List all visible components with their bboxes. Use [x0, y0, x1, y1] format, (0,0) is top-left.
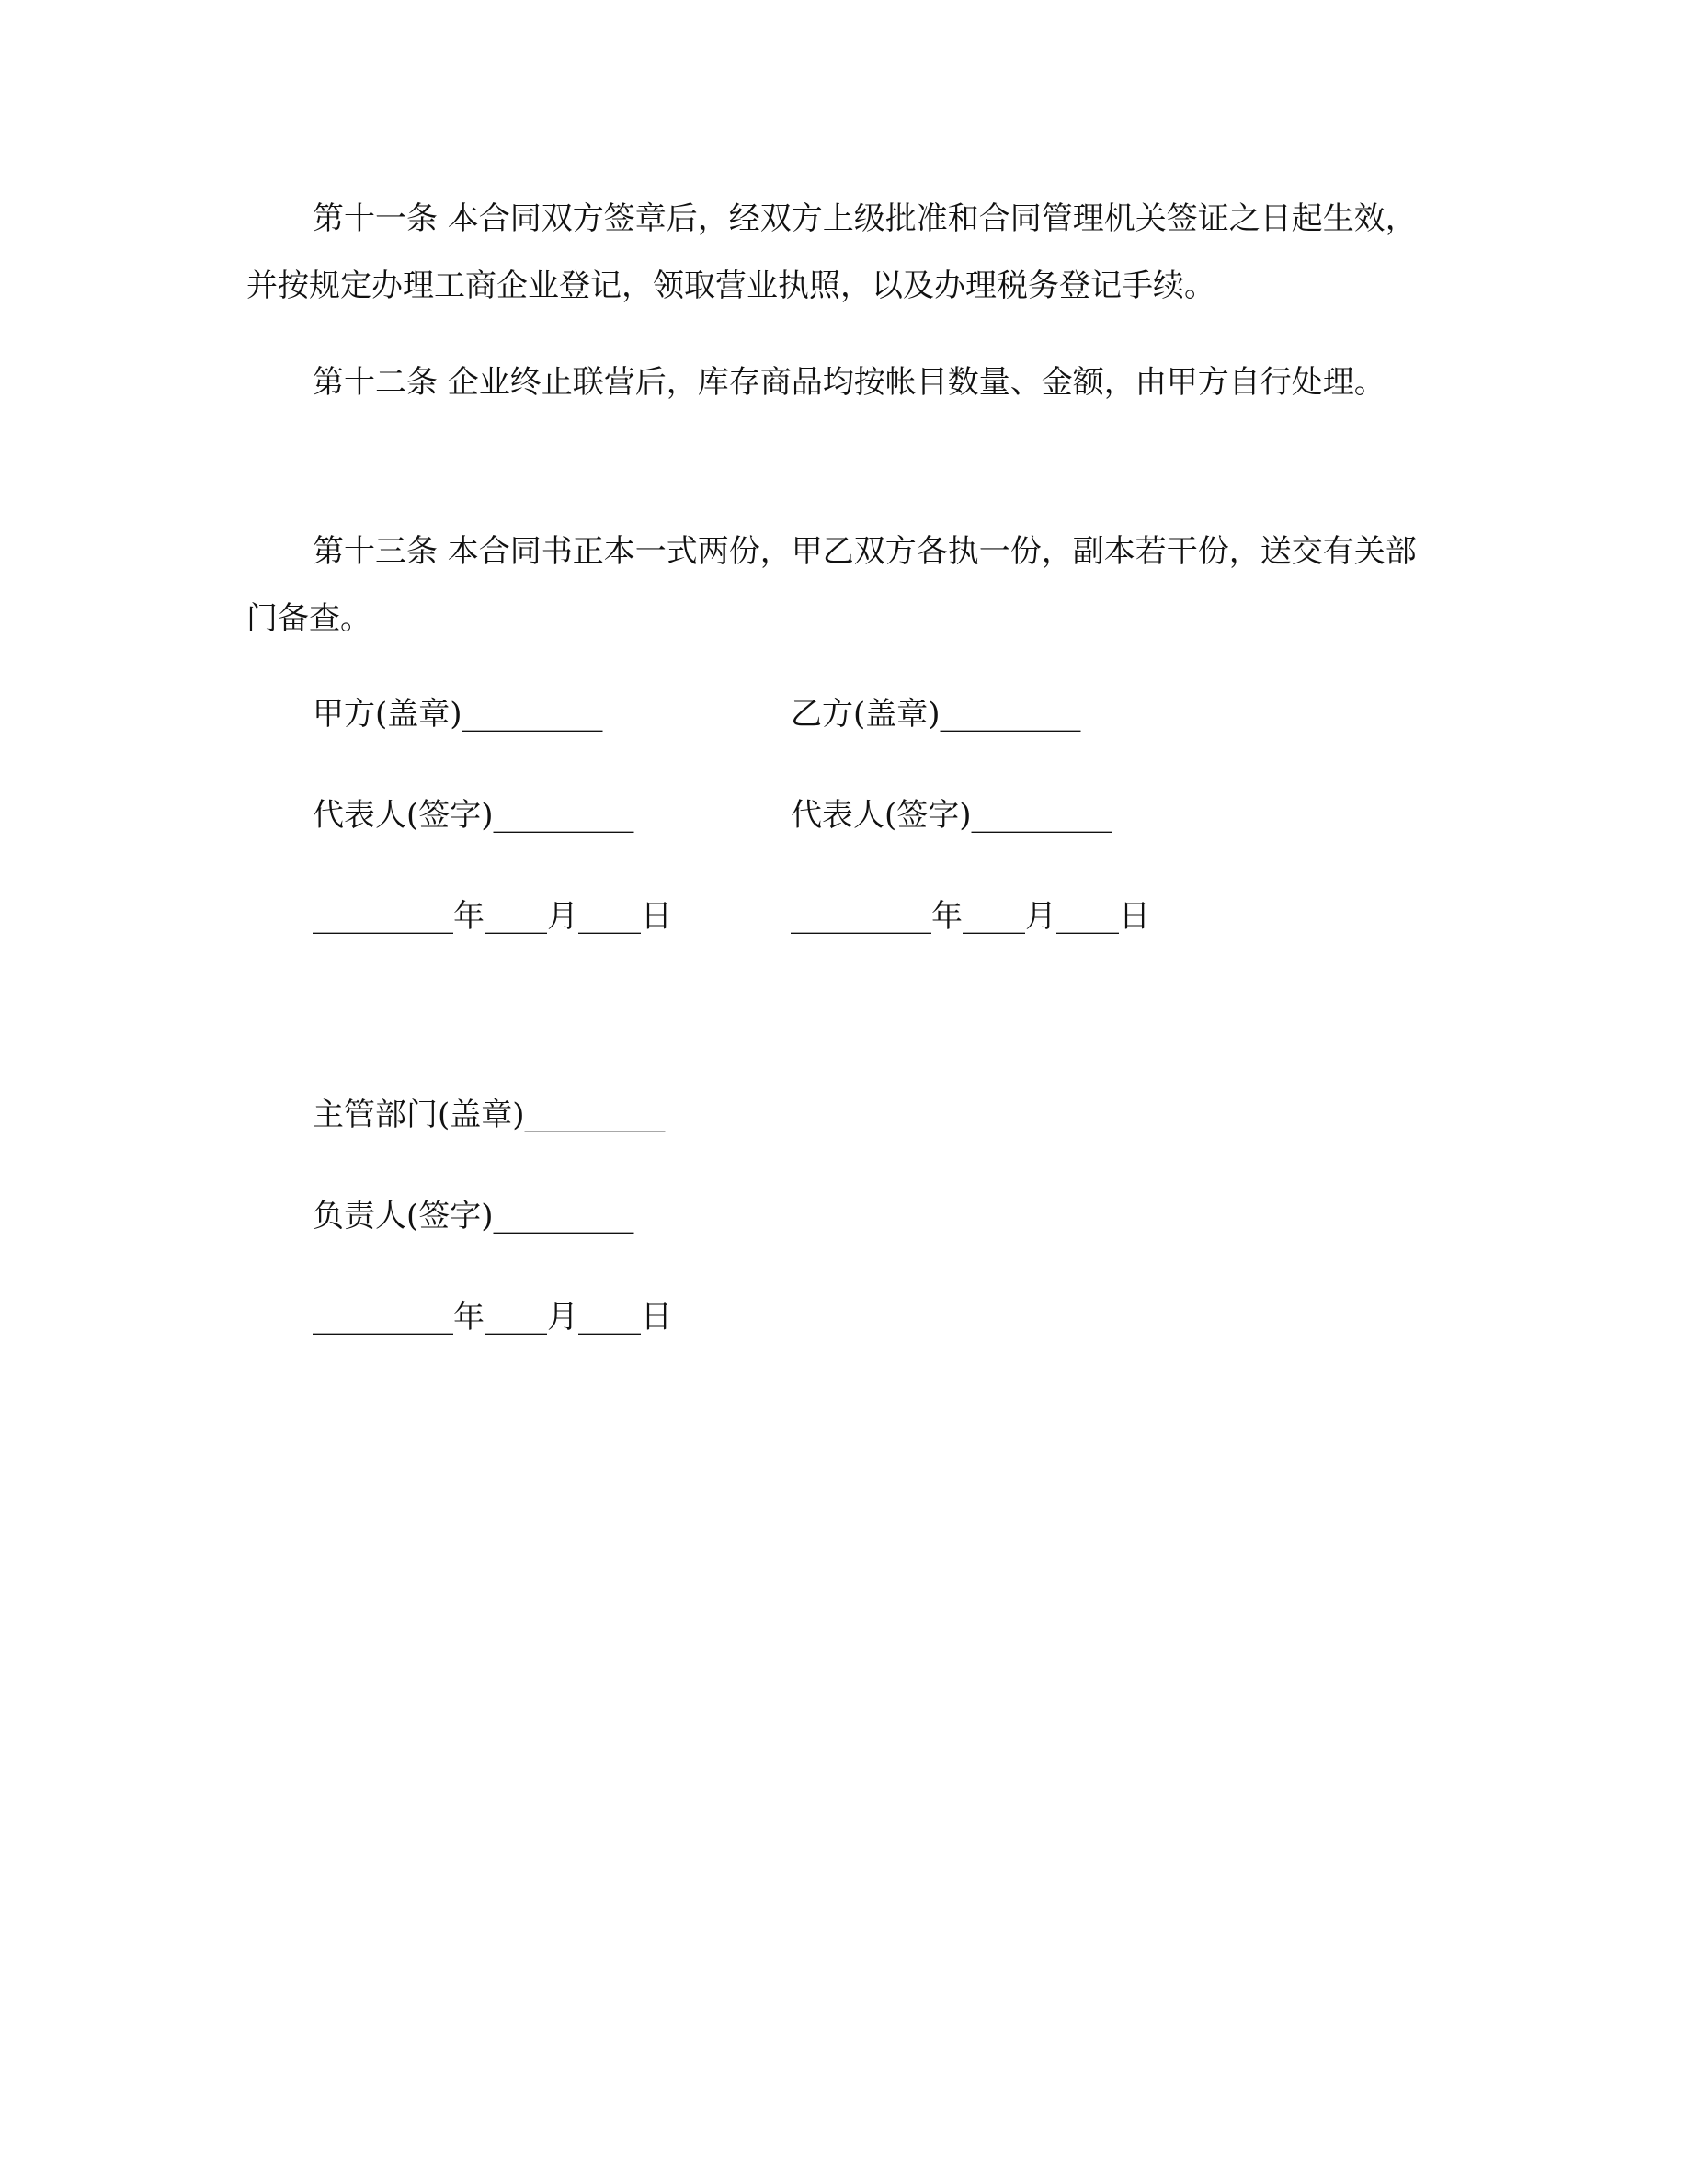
article-11: 第十一条 本合同双方签章后，经双方上级批准和合同管理机关签证之日起生效，并按规定办理工商企业登记，领取营业执照，以及办理税务登记手续。 [246, 200, 1417, 304]
party-b-seal-line: 乙方(盖章)_________ [791, 696, 1081, 733]
department-seal-line: 主管部门(盖章)_________ [313, 1097, 666, 1133]
party-a-date-line: _________年____月____日 [313, 898, 672, 935]
article-13: 第十三条 本合同书正本一式两份，甲乙双方各执一份，副本若干份，送交有关部门备查。 [246, 533, 1417, 637]
party-a-seal-line: 甲方(盖章)_________ [313, 696, 603, 733]
party-b-date-line: _________年____月____日 [791, 898, 1150, 935]
department-date-line: _________年____月____日 [313, 1299, 672, 1336]
party-b-representative-line: 代表人(签字)_________ [791, 797, 1112, 834]
article-12: 第十二条 企业终止联营后，库存商品均按帐目数量、金额，由甲方自行处理。 [313, 364, 1386, 401]
responsible-person-line: 负责人(签字)_________ [313, 1198, 634, 1234]
party-a-representative-line: 代表人(签字)_________ [313, 797, 634, 834]
